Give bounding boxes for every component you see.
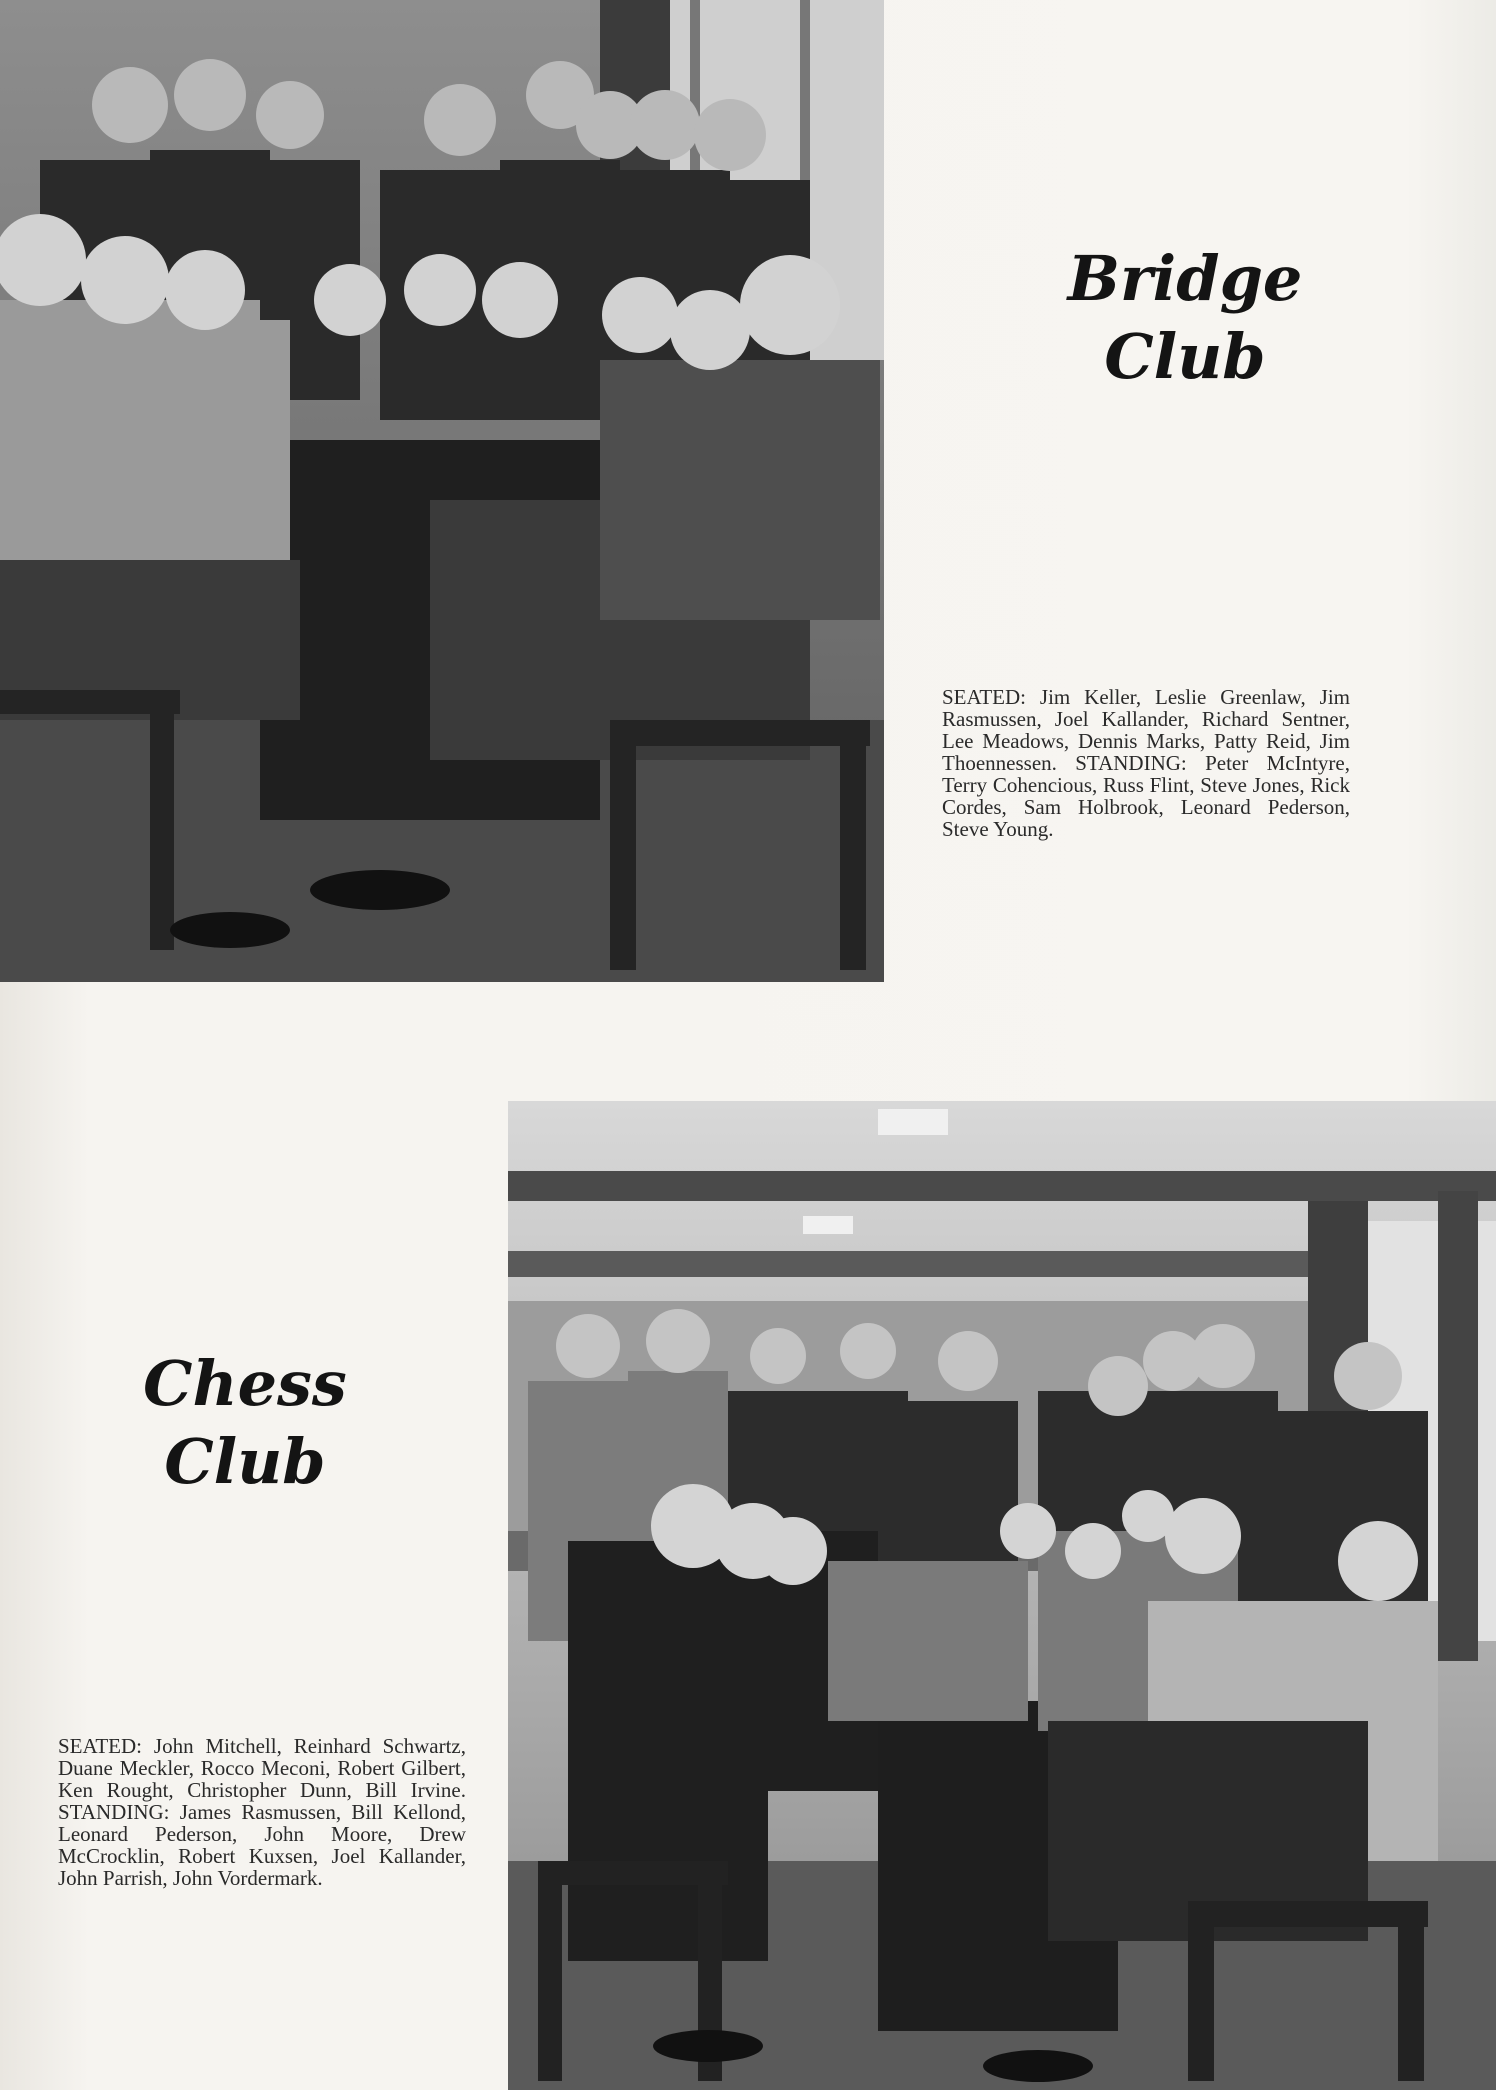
bridge-club-title-line2: Club — [1104, 320, 1266, 393]
chess-club-title-line1: Chess — [143, 1347, 347, 1420]
bridge-club-title-line1: Bridge — [1067, 242, 1303, 315]
chess-club-title-line2: Club — [164, 1425, 326, 1498]
chess-club-title — [120, 1345, 370, 1501]
chess-club-caption: SEATED: John Mitchell, Reinhard Schwartz, Duane Meckler, Rocco Meconi, Robert Gilbert, Ken Rought, Christopher Dunn, Bill Irvine. STANDING: James Rasmussen, Bill Kellond, Leonard Pederson, John Moore, Drew McCrocklin, Robert Kuxsen, Joel Kallander, John Parrish, John Vordermark. — [58, 1734, 466, 1890]
bridge-club-title — [1040, 240, 1330, 396]
bridge-club-photo — [0, 0, 884, 982]
chess-club-photo — [508, 1101, 1496, 2090]
bridge-club-caption: SEATED: Jim Keller, Leslie Greenlaw, Jim Rasmussen, Joel Kallander, Richard Sentner, Lee Meadows, Dennis Marks, Patty Reid, Jim Thoennessen. STANDING: Peter McIntyre, Terry Cohencious, Russ Flint, Steve Jones, Rick Cordes, Sam Holbrook, Leonard Pederson, Steve Young. — [942, 685, 1350, 841]
